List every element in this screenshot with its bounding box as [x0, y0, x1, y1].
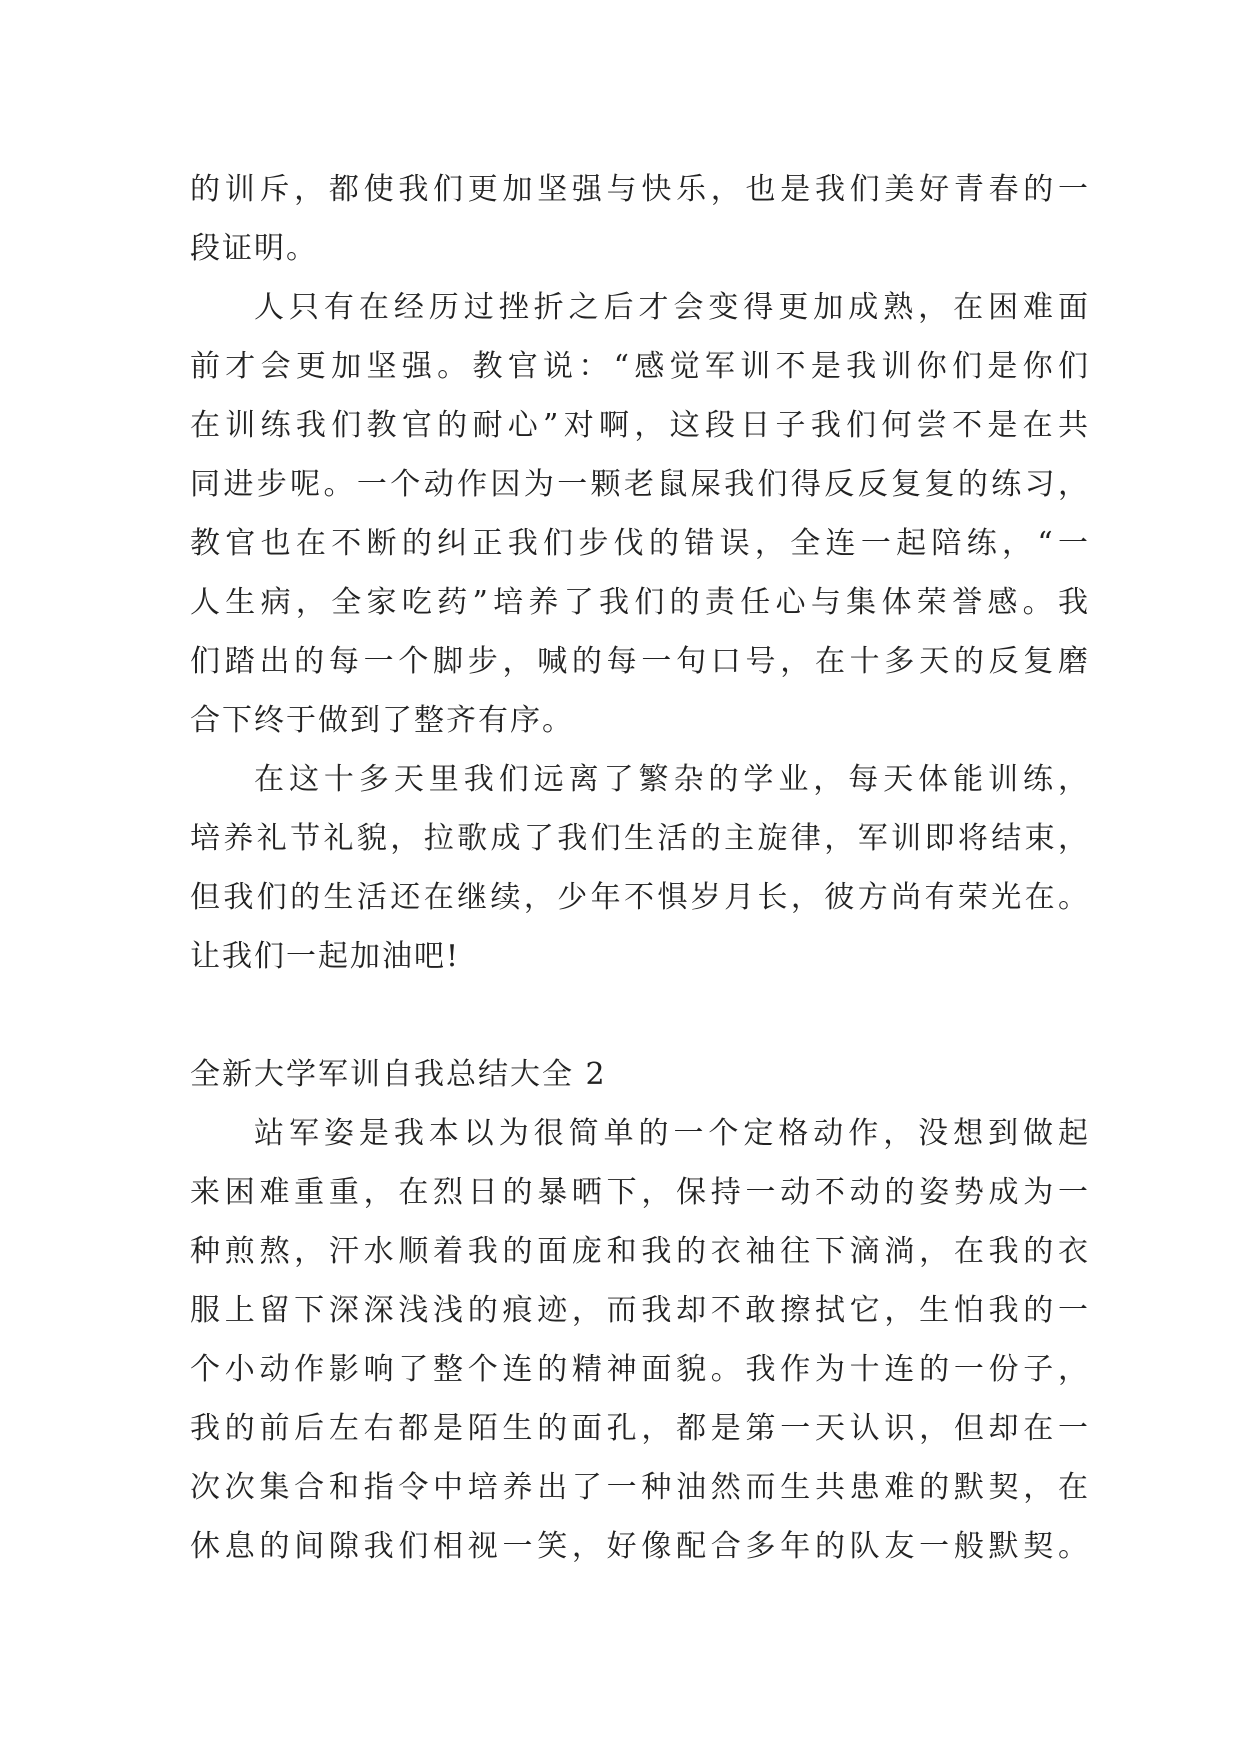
- section-heading: 全新大学军训自我总结大全 2: [190, 1057, 607, 1092]
- document-body: [190, 160, 1090, 1576]
- text-line: 在这十多天里我们远离了繁杂的学业，每天体能训练，: [254, 762, 1090, 797]
- text-line: 人只有在经历过挫折之后才会变得更加成熟，在困难面: [254, 290, 1090, 325]
- paragraph: [190, 160, 1090, 278]
- text-line: 在训练我们教官的耐心”对啊，这段日子我们何尝不是在共: [190, 408, 1090, 443]
- text-line: 让我们一起加油吧!: [190, 939, 461, 974]
- text-line: 我的前后左右都是陌生的面孔，都是第一天认识，但却在一: [190, 1411, 1090, 1446]
- paragraph-gap: [190, 986, 1090, 1045]
- text-line: 种煎熬，汗水顺着我的面庞和我的衣袖往下滴淌，在我的衣: [190, 1234, 1090, 1269]
- paragraph: [190, 750, 1090, 986]
- paragraph: [190, 1104, 1090, 1576]
- text-line: 人生病，全家吃药”培养了我们的责任心与集体荣誉感。我: [190, 585, 1090, 620]
- text-line: 教官也在不断的纠正我们步伐的错误，全连一起陪练，“一: [190, 526, 1090, 561]
- text-line: 培养礼节礼貌，拉歌成了我们生活的主旋律，军训即将结束，: [190, 821, 1090, 856]
- text-line: 但我们的生活还在继续，少年不惧岁月长，彼方尚有荣光在。: [190, 880, 1090, 915]
- paragraph: [190, 278, 1090, 750]
- text-line: 合下终于做到了整齐有序。: [190, 703, 574, 738]
- text-line: 次次集合和指令中培养出了一种油然而生共患难的默契，在: [190, 1470, 1090, 1505]
- text-line: 服上留下深深浅浅的痕迹，而我却不敢擦拭它，生怕我的一: [190, 1293, 1090, 1328]
- text-line: 站军姿是我本以为很简单的一个定格动作，没想到做起: [254, 1116, 1090, 1151]
- text-line: 段证明。: [190, 231, 318, 266]
- text-line: 们踏出的每一个脚步，喊的每一句口号，在十多天的反复磨: [190, 644, 1090, 679]
- text-line: 来困难重重，在烈日的暴晒下，保持一动不动的姿势成为一: [190, 1175, 1090, 1210]
- text-line: 休息的间隙我们相视一笑，好像配合多年的队友一般默契。: [190, 1529, 1090, 1564]
- text-line: 的训斥，都使我们更加坚强与快乐，也是我们美好青春的一: [190, 172, 1090, 207]
- text-line: 前才会更加坚强。教官说：“感觉军训不是我训你们是你们: [190, 349, 1090, 384]
- text-line: 个小动作影响了整个连的精神面貌。我作为十连的一份子，: [190, 1352, 1090, 1387]
- text-line: 同进步呢。一个动作因为一颗老鼠屎我们得反反复复的练习，: [190, 467, 1090, 502]
